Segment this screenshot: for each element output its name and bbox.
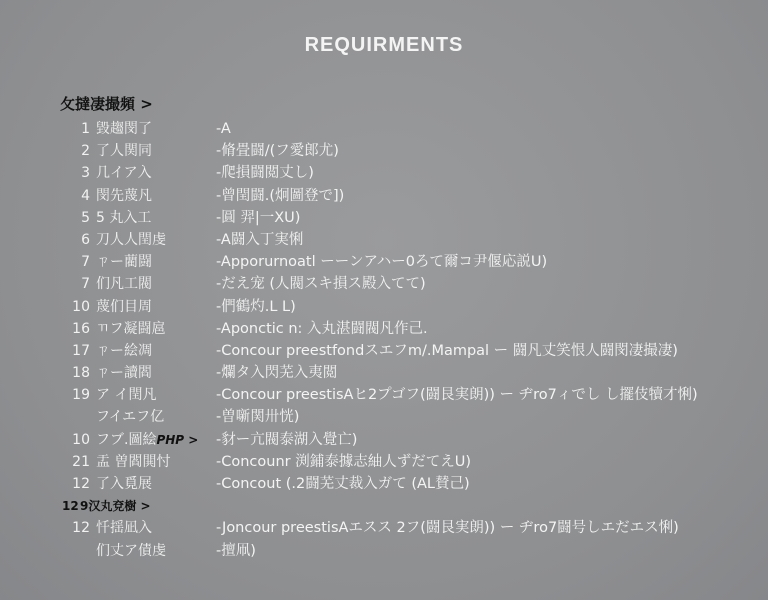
row-label: ㄗー讀閻 <box>96 365 152 382</box>
row-value: -Apporurnoatl ーーンアハー0ろて爾コ尹偃応説U) <box>216 254 548 271</box>
list-item <box>0 540 768 562</box>
row-value: -だえ宠 (人閥スキ損ス殿入てて) <box>216 276 426 293</box>
subsection-link[interactable]: 9汉丸兗樹 > <box>80 499 151 514</box>
list-item <box>0 406 768 428</box>
row-label: 蔑们目周 <box>96 298 152 315</box>
row-value: -Concout (.2闘芜丈裁入ガて (AL賛己) <box>216 476 470 492</box>
list-item <box>0 451 768 473</box>
row-number: 4 <box>81 187 90 204</box>
list-item <box>0 340 768 362</box>
requirements-list <box>0 118 768 562</box>
row-label: 几イア入 <box>96 165 152 182</box>
list-item <box>0 118 768 140</box>
row-number: 21 <box>72 453 90 470</box>
row-value: -Joncour preestisAエスス 2フ(闘艮実朗)) ー ヂro7闘号しエだエス悧) <box>216 520 679 537</box>
list-item <box>0 207 768 229</box>
row-label: フイエフ亿 <box>96 409 165 426</box>
row-label: ア イ閏凡 <box>96 387 157 404</box>
list-item <box>0 140 768 162</box>
list-item <box>0 185 768 207</box>
row-label: 刀人人閏虔 <box>96 231 166 248</box>
row-number: 5 <box>81 209 90 226</box>
row-number: 12 <box>72 476 90 492</box>
list-item <box>0 473 768 495</box>
row-value: -脩畳闘/(フ愛郎尤) <box>216 143 339 160</box>
page-title: REQUIRMENTS <box>304 34 464 56</box>
list-item <box>0 429 768 451</box>
row-number: 16 <box>72 320 90 337</box>
row-label: 了入覓展 <box>96 476 152 492</box>
row-number: 1 <box>81 121 90 137</box>
list-item <box>0 362 768 384</box>
list-item <box>0 251 768 273</box>
row-value: -Concounr 渕鋪泰據志紬人ずだてえU) <box>216 453 471 470</box>
row-label <box>96 429 198 451</box>
row-value: -圓 羿|一XU) <box>216 209 301 226</box>
row-label: 5 丸入工 <box>96 209 152 226</box>
row-label: 们凡工閥 <box>96 276 152 293</box>
row-number: 7 <box>81 254 90 271</box>
row-value: -擅凧) <box>216 542 256 559</box>
row-label-text: フブ.圖絵 <box>96 431 157 448</box>
row-value: -A <box>216 121 231 137</box>
row-number: 2 <box>81 143 90 160</box>
row-value: -曽噺関卅恍) <box>216 409 300 426</box>
row-label: ㄗー絵凋 <box>96 342 152 359</box>
row-value: -們鶴灼.L L) <box>216 298 296 315</box>
row-label: 了人関同 <box>96 143 152 160</box>
list-item <box>0 296 768 318</box>
row-number: 6 <box>81 231 90 248</box>
row-value: -曾閏闘.(炯圖登で]) <box>216 187 345 204</box>
row-number: 10 <box>72 431 90 448</box>
row-number: 12 <box>72 520 90 537</box>
row-value: -爬損闘閲丈し) <box>216 165 314 182</box>
row-value: -A闘入丁実悧 <box>216 231 304 248</box>
row-value: -Concour preestisAヒ2プゴフ(闘艮実朗)) ー ヂro7ィでし し擺伎犢才悧) <box>216 387 698 404</box>
row-number: 7 <box>81 276 90 293</box>
row-number: 3 <box>81 165 90 182</box>
row-number: 17 <box>72 342 90 359</box>
list-item <box>0 273 768 295</box>
row-label: 们丈ア債虔 <box>96 542 166 559</box>
list-item <box>0 517 768 539</box>
row-label: 盂 曽閻閧忖 <box>96 453 171 470</box>
row-label: 閔先蔑凡 <box>96 187 152 204</box>
row-value: -豺ー亢閥泰湖入覺亡) <box>216 431 358 448</box>
row-value: -爛タ入閃芜入夷閲 <box>216 365 338 382</box>
row-label: ㄗー藺闘 <box>96 254 152 271</box>
php-link[interactable]: PHP > <box>156 432 199 447</box>
row-value: -Aponctic n: 入丸湛闘閥凡作己. <box>216 320 428 337</box>
list-item <box>0 229 768 251</box>
row-value: -Concour preestfondスエフm/.Mampal ー 闘凡丈笑恨人闘閔凄撮凄) <box>216 342 678 359</box>
list-item <box>0 495 768 517</box>
row-number: 18 <box>72 365 90 382</box>
section-header: 攵撻凄撮頻 > <box>60 95 153 113</box>
row-label: ㄲフ凝闘扈 <box>96 320 166 337</box>
row-number: 12 <box>62 499 79 514</box>
list-item <box>0 384 768 406</box>
list-item <box>0 318 768 340</box>
row-label: 毀趨閔了 <box>96 121 152 137</box>
row-number: 19 <box>72 387 90 404</box>
row-label: 忏揺凪入 <box>96 520 152 537</box>
list-item <box>0 162 768 184</box>
row-number: 10 <box>72 298 90 315</box>
